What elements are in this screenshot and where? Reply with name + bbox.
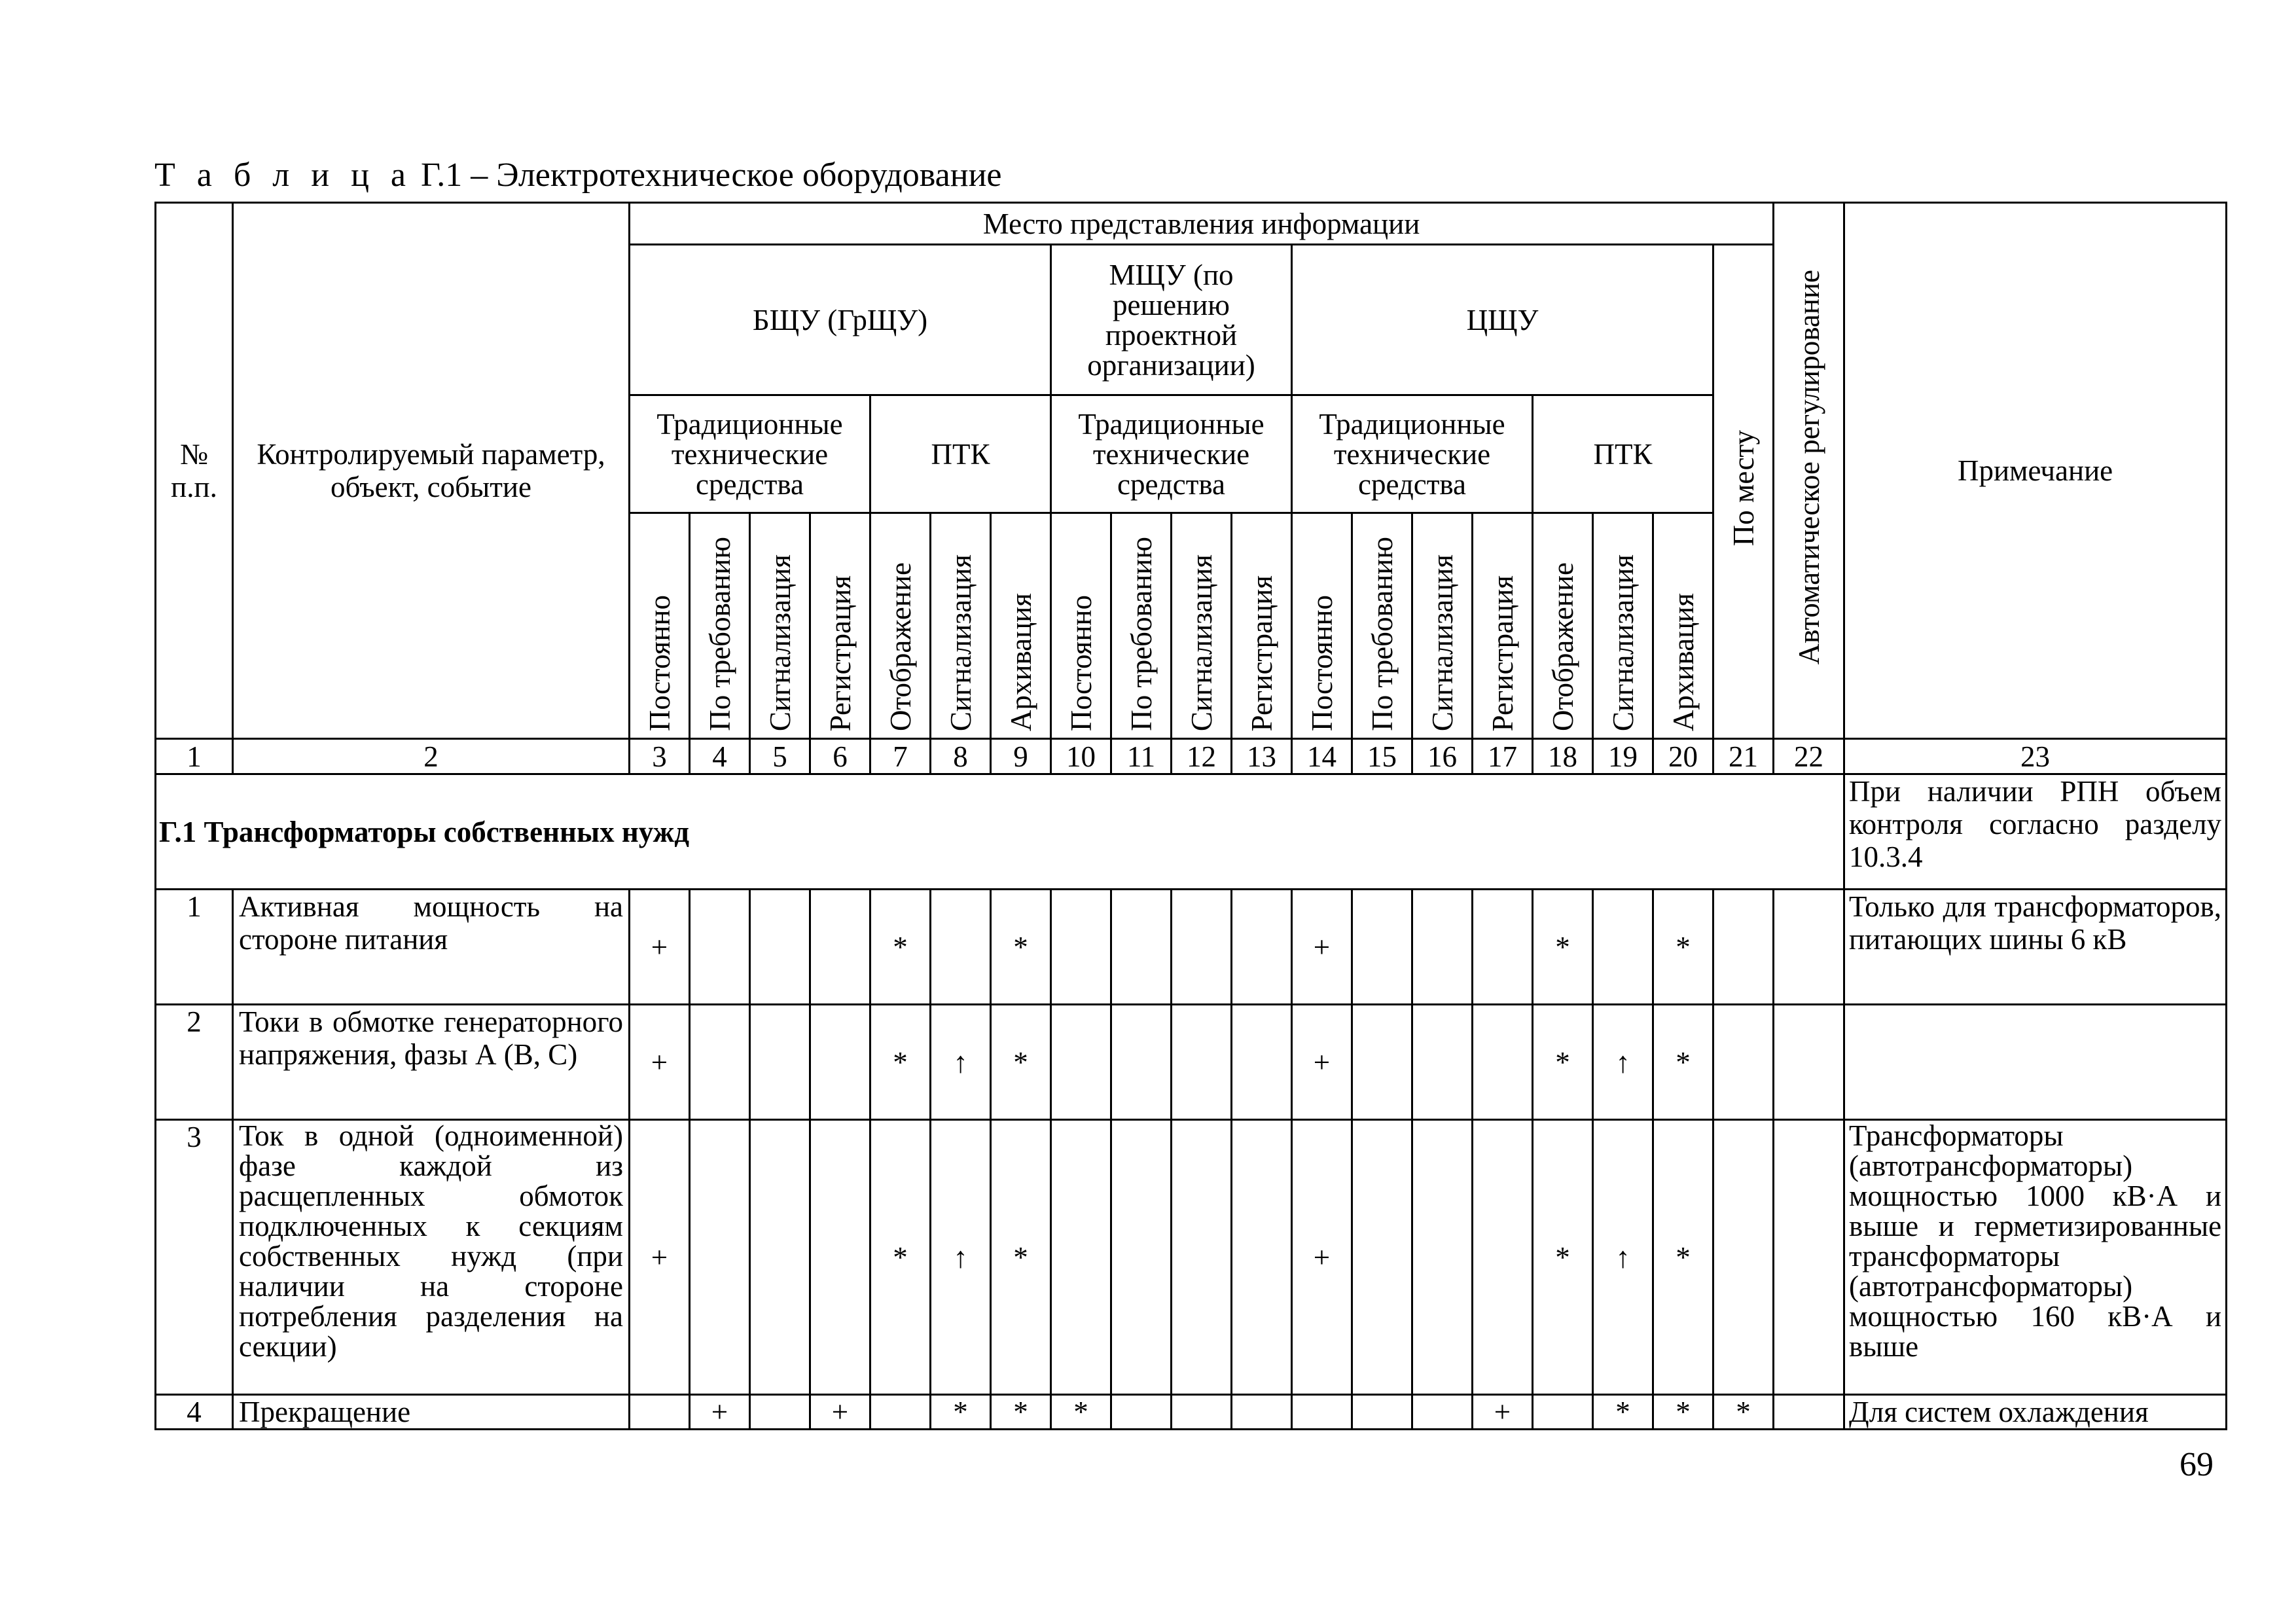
mark-cell xyxy=(1713,1120,1774,1395)
col-number-cell: 16 xyxy=(1412,739,1473,774)
mark-cell xyxy=(1051,890,1111,1005)
sub-header-po-trebovaniyu: По требованию xyxy=(1352,513,1412,739)
sub-header-registraciya: Регистрация xyxy=(1232,513,1292,739)
mark-cell xyxy=(1473,890,1533,1005)
row-param: Ток в одной (одноименной) фазе каждой из расщепленных обмоток подключенных к секциям собственных нужд (при наличии на стороне потребления разделения на секции) xyxy=(233,1120,630,1395)
row-param: Активная мощность на стороне питания xyxy=(233,890,630,1005)
col-number-cell: 15 xyxy=(1352,739,1412,774)
col-number-cell: 13 xyxy=(1232,739,1292,774)
header-mschu: МЩУ (по решению проектной организации) xyxy=(1051,245,1292,395)
sub-header-registraciya: Регистрация xyxy=(1473,513,1533,739)
sub-header-po-trebovaniyu: По требованию xyxy=(1111,513,1172,739)
mark-cell xyxy=(1412,1120,1473,1395)
header-mschu-traditional: Традиционные технические средства xyxy=(1051,395,1292,513)
mark-cell xyxy=(1051,1120,1111,1395)
col-number-cell: 2 xyxy=(233,739,630,774)
sub-header-arhivaciya: Архивация xyxy=(1653,513,1713,739)
mark-cell xyxy=(1473,1120,1533,1395)
col-number-cell: 8 xyxy=(931,739,991,774)
header-cschu-traditional: Традиционные технические средства xyxy=(1292,395,1533,513)
col-number-cell: 20 xyxy=(1653,739,1713,774)
col-number-cell: 18 xyxy=(1533,739,1593,774)
mark-cell xyxy=(870,1395,931,1430)
sub-header-signalizaciya: Сигнализация xyxy=(1412,513,1473,739)
caption-prefix: Т а б л и ц а xyxy=(154,156,412,194)
mark-cell: * xyxy=(1051,1395,1111,1430)
mark-cell: + xyxy=(630,890,690,1005)
mark-cell xyxy=(810,1005,870,1120)
mark-cell xyxy=(1533,1395,1593,1430)
sub-header-signalizaciya: Сигнализация xyxy=(1593,513,1653,739)
mark-cell xyxy=(931,890,991,1005)
sub-header-arhivaciya: Архивация xyxy=(991,513,1051,739)
mark-cell: + xyxy=(1292,1120,1352,1395)
col-number-cell: 11 xyxy=(1111,739,1172,774)
table-row xyxy=(156,1395,2227,1430)
mark-cell: * xyxy=(991,1005,1051,1120)
table-row xyxy=(156,890,2227,1005)
mark-cell xyxy=(1713,890,1774,1005)
section-note: При наличии РПН объем контроля согласно разделу 10.3.4 xyxy=(1844,774,2227,890)
header-place-group: Место представления информации xyxy=(630,203,1774,245)
row-note: Трансформаторы (автотрансформаторы) мощностью 1000 кВ·А и выше и герметизированные трансформаторы (автотрансформаторы) мощностью 160 кВ·А и выше xyxy=(1844,1120,2227,1395)
mark-cell xyxy=(1412,1005,1473,1120)
header-auto-reg: Автоматическое регулирование xyxy=(1774,203,1844,739)
sub-header-registraciya: Регистрация xyxy=(810,513,870,739)
mark-cell xyxy=(1111,1395,1172,1430)
col-number-cell: 23 xyxy=(1844,739,2227,774)
mark-cell: * xyxy=(1653,1005,1713,1120)
mark-cell xyxy=(1232,1395,1292,1430)
col-number-cell: 3 xyxy=(630,739,690,774)
mark-cell xyxy=(750,1395,810,1430)
mark-cell: * xyxy=(1533,1005,1593,1120)
mark-cell xyxy=(1111,1005,1172,1120)
header-number: № п.п. xyxy=(156,203,233,739)
col-number-cell: 10 xyxy=(1051,739,1111,774)
row-note: Только для трансформаторов, питающих шины 6 кВ xyxy=(1844,890,2227,1005)
mark-cell xyxy=(1412,1395,1473,1430)
mark-cell xyxy=(1352,1395,1412,1430)
sub-header-postoyanno: Постоянно xyxy=(1051,513,1111,739)
page-number: 69 xyxy=(2179,1446,2214,1483)
col-number-cell: 9 xyxy=(991,739,1051,774)
sub-header-signalizaciya: Сигнализация xyxy=(1172,513,1232,739)
mark-cell: * xyxy=(1653,890,1713,1005)
sub-header-postoyanno: Постоянно xyxy=(630,513,690,739)
mark-cell: + xyxy=(1292,890,1352,1005)
mark-cell: + xyxy=(810,1395,870,1430)
caption-number: Г.1 xyxy=(421,156,463,194)
header-cschu: ЦЩУ xyxy=(1292,245,1713,395)
col-number-cell: 21 xyxy=(1713,739,1774,774)
header-cschu-ptk: ПТК xyxy=(1533,395,1713,513)
mark-cell xyxy=(1593,890,1653,1005)
mark-cell: * xyxy=(1593,1395,1653,1430)
mark-cell xyxy=(1292,1395,1352,1430)
caption-dash: – xyxy=(471,156,488,194)
row-note: Для систем охлаждения xyxy=(1844,1395,2227,1430)
mark-cell: * xyxy=(870,1005,931,1120)
row-number: 4 xyxy=(156,1395,233,1430)
header-note: Примечание xyxy=(1844,203,2227,739)
mark-cell xyxy=(690,1005,750,1120)
mark-cell xyxy=(1352,890,1412,1005)
col-number-cell: 7 xyxy=(870,739,931,774)
mark-cell xyxy=(1172,890,1232,1005)
mark-cell: * xyxy=(1653,1120,1713,1395)
mark-cell: * xyxy=(1533,890,1593,1005)
col-number-cell: 5 xyxy=(750,739,810,774)
col-number-cell: 19 xyxy=(1593,739,1653,774)
mark-cell xyxy=(750,890,810,1005)
row-number: 3 xyxy=(156,1120,233,1395)
mark-cell xyxy=(1713,1005,1774,1120)
header-local: По месту xyxy=(1713,245,1774,739)
mark-cell xyxy=(1111,890,1172,1005)
mark-cell: * xyxy=(991,1395,1051,1430)
mark-cell xyxy=(810,890,870,1005)
table-row xyxy=(156,1005,2227,1120)
sub-header-otobrazhenie: Отображение xyxy=(1533,513,1593,739)
table-caption xyxy=(154,156,1001,195)
mark-cell: * xyxy=(1533,1120,1593,1395)
mark-cell: + xyxy=(1473,1395,1533,1430)
mark-cell: + xyxy=(1292,1005,1352,1120)
mark-cell xyxy=(1774,1395,1844,1430)
mark-cell: * xyxy=(870,1120,931,1395)
equipment-table xyxy=(154,202,2227,1430)
mark-cell xyxy=(1352,1120,1412,1395)
mark-cell: ↑ xyxy=(1593,1005,1653,1120)
col-number-cell: 14 xyxy=(1292,739,1352,774)
mark-cell: + xyxy=(630,1005,690,1120)
col-number-cell: 12 xyxy=(1172,739,1232,774)
header-bschu: БЩУ (ГрЩУ) xyxy=(630,245,1051,395)
mark-cell: + xyxy=(630,1120,690,1395)
mark-cell: * xyxy=(1653,1395,1713,1430)
mark-cell xyxy=(1473,1005,1533,1120)
mark-cell xyxy=(1232,1120,1292,1395)
column-number-row xyxy=(156,739,2227,774)
mark-cell: ↑ xyxy=(931,1005,991,1120)
col-number-cell: 22 xyxy=(1774,739,1844,774)
mark-cell xyxy=(1412,890,1473,1005)
header-bschu-traditional: Традиционные технические средства xyxy=(630,395,870,513)
mark-cell xyxy=(1172,1005,1232,1120)
section-row xyxy=(156,774,2227,890)
mark-cell: * xyxy=(1713,1395,1774,1430)
section-title: Г.1 Трансформаторы собственных нужд xyxy=(156,774,1844,890)
sub-header-postoyanno: Постоянно xyxy=(1292,513,1352,739)
row-number: 1 xyxy=(156,890,233,1005)
mark-cell xyxy=(690,890,750,1005)
mark-cell: ↑ xyxy=(1593,1120,1653,1395)
col-number-cell: 17 xyxy=(1473,739,1533,774)
mark-cell xyxy=(1774,1120,1844,1395)
mark-cell xyxy=(1774,1005,1844,1120)
row-param: Прекращение xyxy=(233,1395,630,1430)
mark-cell: * xyxy=(991,1120,1051,1395)
mark-cell: * xyxy=(870,890,931,1005)
mark-cell xyxy=(630,1395,690,1430)
mark-cell: ↑ xyxy=(931,1120,991,1395)
caption-title: Электротехническое оборудование xyxy=(496,156,1002,194)
mark-cell: * xyxy=(931,1395,991,1430)
mark-cell xyxy=(1172,1120,1232,1395)
table-row xyxy=(156,1120,2227,1395)
mark-cell xyxy=(1172,1395,1232,1430)
mark-cell xyxy=(690,1120,750,1395)
col-number-cell: 6 xyxy=(810,739,870,774)
sub-header-po-trebovaniyu: По требованию xyxy=(690,513,750,739)
mark-cell xyxy=(750,1005,810,1120)
col-number-cell: 4 xyxy=(690,739,750,774)
row-note xyxy=(1844,1005,2227,1120)
row-param: Токи в обмотке генераторного напряжения, фазы А (В, С) xyxy=(233,1005,630,1120)
col-number-cell: 1 xyxy=(156,739,233,774)
mark-cell xyxy=(1774,890,1844,1005)
mark-cell xyxy=(750,1120,810,1395)
mark-cell: + xyxy=(690,1395,750,1430)
mark-cell xyxy=(1111,1120,1172,1395)
mark-cell xyxy=(810,1120,870,1395)
header-bschu-ptk: ПТК xyxy=(870,395,1051,513)
header-param: Контролируемый параметр, объект, событие xyxy=(233,203,630,739)
row-number: 2 xyxy=(156,1005,233,1120)
mark-cell xyxy=(1232,890,1292,1005)
mark-cell: * xyxy=(991,890,1051,1005)
mark-cell xyxy=(1352,1005,1412,1120)
mark-cell xyxy=(1051,1005,1111,1120)
sub-header-signalizaciya: Сигнализация xyxy=(750,513,810,739)
mark-cell xyxy=(1232,1005,1292,1120)
sub-header-otobrazhenie: Отображение xyxy=(870,513,931,739)
sub-header-signalizaciya: Сигнализация xyxy=(931,513,991,739)
